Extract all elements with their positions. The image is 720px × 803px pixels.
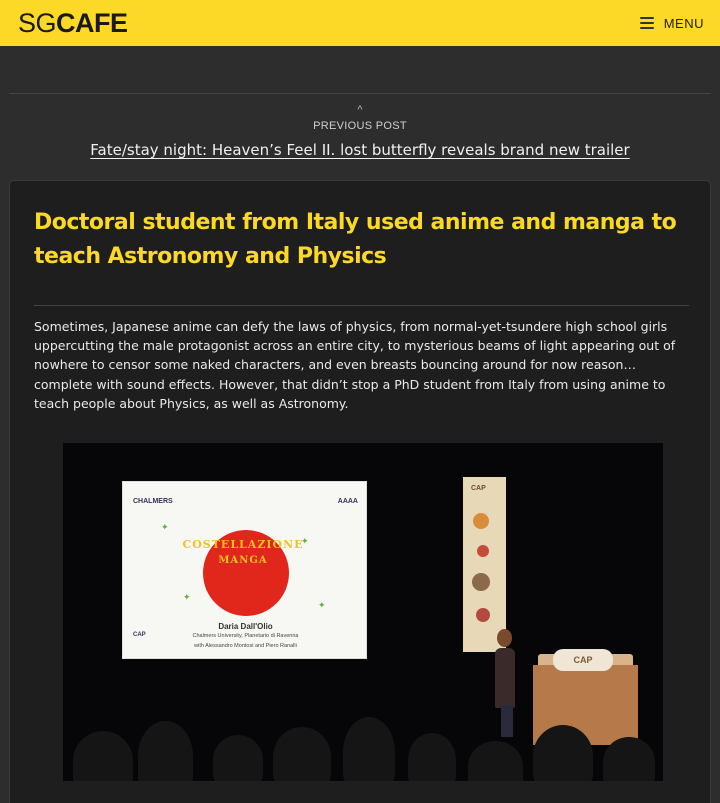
slide-cap-logo: CAP [133,632,146,638]
audience-head [468,741,523,781]
previous-post-nav [0,104,720,160]
logo-prefix: SG [18,8,57,38]
previous-post-link[interactable]: Fate/stay night: Heaven’s Feel II. lost butterfly reveals brand new trailer [90,141,630,159]
star-icon: ✦ [301,536,309,546]
audience-head [273,727,331,781]
banner-decoration [477,545,489,557]
slide-subtitle: MANGA [218,555,268,566]
banner-cap-logo: CAP [471,485,486,492]
audience-head [533,725,593,781]
star-icon: ✦ [183,592,191,602]
article-photo [63,443,663,781]
speaker-head [497,629,512,647]
audience-head [213,735,263,781]
slide-affiliation: Chalmers University, Planetario di Ravenna [192,633,299,639]
article-card [9,180,711,803]
article-body: Sometimes, Japanese anime can defy the laws of physics, from normal-yet-tsundere high school girls uppercutting the male protagonist across an entire city, to mysterious beams of light appearing out of nowhere to censor some naked characters, and even breasts bouncing around for now reason… complete with sound effects. However, that didn’t stop a PhD student from Italy from using anime to teach people about Physics, as well as Astronomy. [34,319,676,411]
stage-banner [463,477,506,652]
audience-silhouettes [63,713,663,781]
slide-logo-chalmers: CHALMERS [133,497,173,505]
chevron-up-icon: ^ [357,104,363,116]
article-title: Doctoral student from Italy used anime and manga to teach Astronomy and Physics [34,210,677,269]
slide-logos [133,490,358,512]
podium-cap-logo: CAP [553,649,613,671]
slide-coauthors: with Alessandro Montosi and Piero Ranalli [194,643,297,649]
banner-decoration [472,573,490,591]
logo-suffix: CAFE [56,8,128,38]
menu-button[interactable] [640,13,704,33]
star-icon: ✦ [318,600,326,610]
banner-decoration [476,608,490,622]
site-header [0,0,720,46]
slide-logo-aaaa: AAAA [337,497,358,505]
speaker-body [495,648,515,708]
audience-head [603,737,655,781]
audience-head [73,731,133,781]
title-divider [34,305,689,306]
menu-label: MENU [663,15,704,31]
site-logo[interactable] [18,8,128,38]
projection-screen [122,481,367,659]
star-icon: ✦ [161,522,169,532]
audience-head [408,733,456,781]
audience-head [343,717,395,781]
previous-post-label: PREVIOUS POST [313,120,407,132]
hamburger-icon [640,17,654,29]
slide-author: Daria Dall'Olio [218,622,273,631]
audience-head [138,721,193,781]
divider [9,93,711,94]
slide-title: COSTELLAZIONE [182,538,304,551]
banner-decoration [473,513,489,529]
